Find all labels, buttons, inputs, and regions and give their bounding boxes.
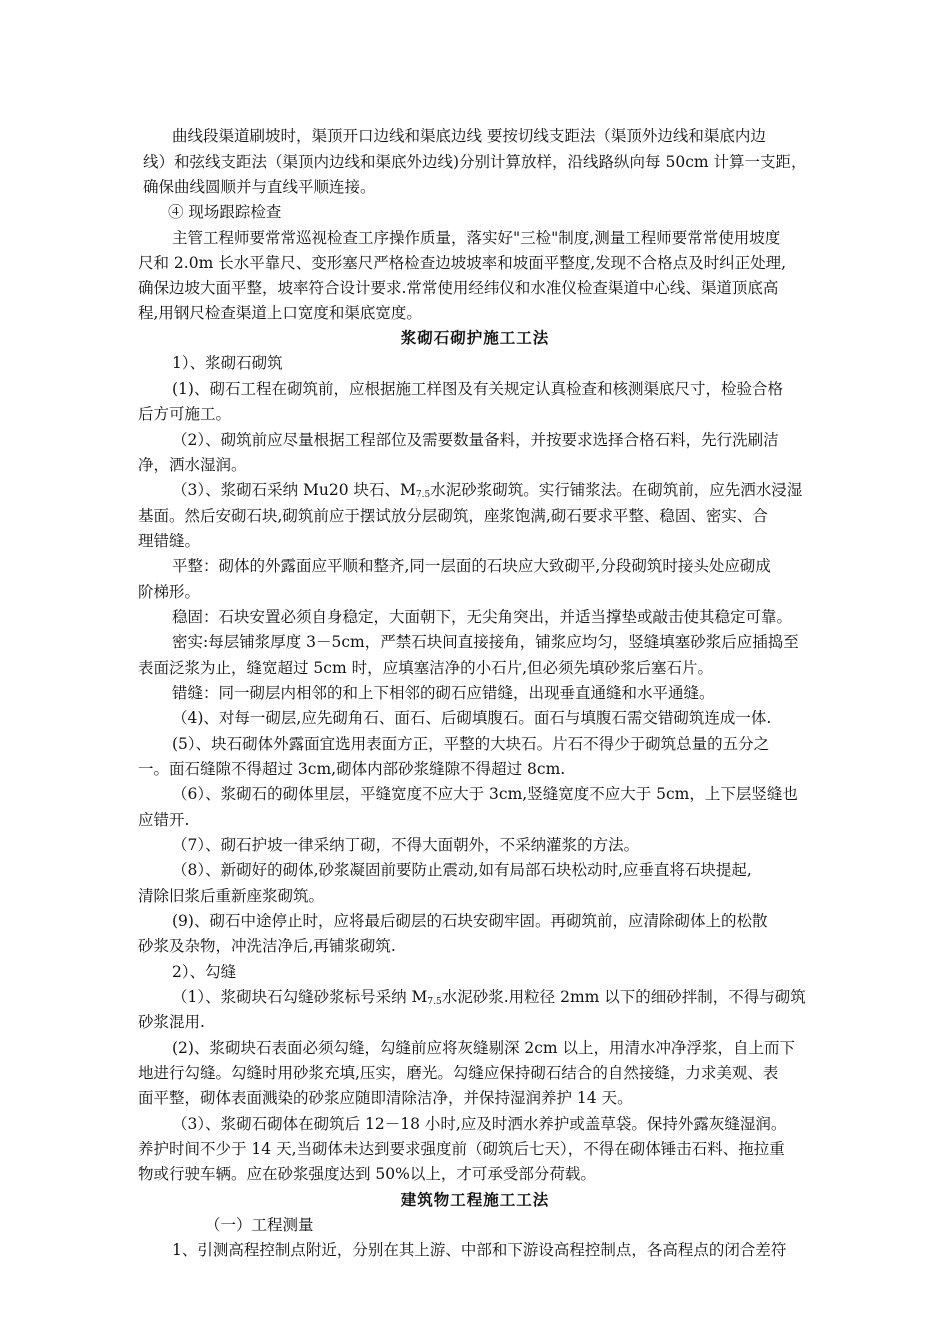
text-line: (9)、砌石中途停止时，应将最后砌层的石块安砌牢固。再砌筑前，应清除砌体上的松散: [172, 912, 768, 930]
list-item-heading: ④ 现场跟踪检查: [168, 203, 282, 221]
text-line: 清除旧浆后重新座浆砌筑。: [138, 887, 325, 905]
text-line: (5）、块石砌体外露面宜选用表面方正，平整的大块石。片石不得少于砌筑总量的五分之: [172, 735, 770, 753]
text-line: 平整：砌体的外露面应平顺和整齐,同一层面的石块应大致砌平,分段砌筑时接头处应砌成: [172, 557, 771, 575]
text-line: 程,用钢尺检查渠道上口宽度和渠底宽度。: [138, 304, 422, 322]
subsection-heading: 2）、勾缝: [172, 963, 237, 981]
text-line: (2)、浆砌块石表面必须勾缝，勾缝前应将灰缝剔深 2cm 以上，用清水冲净浮浆，自上而下: [172, 1039, 796, 1057]
text-line: 净，洒水湿润。: [138, 456, 247, 474]
text-span: （1）、浆砌块石勾缝砂浆标号采纳 M: [172, 988, 428, 1006]
text-line: （4)、对每一砌层,应先砌角石、面石、后砌填腹石。面石与填腹石需交错砌筑连成一体.: [172, 709, 772, 727]
section-heading: 浆砌石砌护施工工法: [400, 328, 550, 347]
text-line: （7）、砌石护坡一律采纳丁砌，不得大面朝外，不采纳灌浆的方法。: [172, 836, 640, 854]
text-line: 主管工程师要常常巡视检查工序操作质量，落实好"三检"制度,测量工程师要常常使用坡度: [172, 229, 781, 247]
text-span: 水泥砂浆砌筑。实行铺浆法。在砌筑前，应先洒水浸湿: [430, 481, 803, 499]
text-line: 确保边坡大面平整，坡率符合设计要求.常常使用经纬仪和水准仪检查渠道中心线、渠道顶底高: [138, 279, 779, 297]
text-line: 密实:每层铺浆厚度 3－5cm，严禁石块间直接接角，铺浆应均匀，竖缝填塞砂浆后应插捣至: [172, 633, 799, 651]
text-line: 表面泛浆为止，缝宽超过 5cm 时，应填塞洁净的小石片,但必须先填砂浆后塞石片。: [138, 659, 714, 677]
text-line: 地进行勾缝。勾缝时用砂浆充填,压实，磨光。勾缝应保持砌石结合的自然接缝，力求美观、表: [138, 1064, 779, 1082]
text-line: 线）和弦线支距法（渠顶内边线和渠底外边线)分别计算放样，沿线路纵向每 50cm 计算一支距，: [143, 153, 807, 171]
text-line: [172, 985, 806, 1009]
text-span: （3）、浆砌石采纳 Mu20 块石、M: [172, 481, 416, 499]
text-line: 物或行驶车辆。应在砂浆强度达到 50%以上，才可承受部分荷载。: [138, 1165, 596, 1183]
text-span: 水泥砂浆.用粒径 2mm 以下的细砂拌制，不得与砌筑: [441, 988, 806, 1006]
subsection-heading: 1）、浆砌石砌筑: [172, 354, 283, 372]
text-line: 1、引测高程控制点附近，分别在其上游、中部和下游设高程控制点，各高程点的闭合差符: [172, 1241, 787, 1259]
text-line: 面平整，砌体表面溅染的砂浆应随即清除洁净，并保持湿润养护 14 天。: [138, 1089, 633, 1107]
text-line: 稳固：石块安置必须自身稳定，大面朝下，无尖角突出，并适当撑垫或敲击使其稳定可靠。: [172, 608, 793, 626]
subsection-heading: （一）工程测量: [205, 1216, 314, 1234]
section-heading: 建筑物工程施工工法: [400, 1190, 550, 1209]
text-line: 阶梯形。: [138, 583, 201, 601]
text-line: 应错开.: [138, 811, 190, 829]
text-line: （6）、浆砌石的砌体里层，平缝宽度不应大于 3cm,竖缝宽度不应大于 5cm，上下层竖缝也: [172, 785, 798, 803]
text-line: [172, 478, 802, 502]
subscript: 7.5: [427, 997, 442, 1007]
text-line: 砂浆混用.: [138, 1013, 205, 1031]
text-line: （2）、砌筑前应尽量根据工程部位及需要数量备料，并按要求选择合格石料，先行洗刷洁: [172, 431, 779, 449]
text-line: 理错缝。: [138, 532, 201, 550]
subscript: 7.5: [415, 490, 431, 500]
text-line: 后方可施工。: [138, 405, 232, 423]
text-line: (1)、砌石工程在砌筑前，应根据施工样图及有关规定认真检查和核测渠底尺寸，检验合格: [172, 380, 783, 398]
text-line: 曲线段渠道刷坡时，渠顶开口边线和渠底边线 要按切线支距法（渠顶外边线和渠底内边: [172, 127, 766, 145]
text-line: 错缝：同一砌层内相邻的和上下相邻的砌石应错缝，出现垂直通缝和水平通缝。: [172, 684, 715, 702]
text-line: （3）、浆砌石砌体在砌筑后 12－18 小时,应及时洒水养护或盖草袋。保持外露灰缝湿润。: [172, 1115, 787, 1133]
text-line: 砂浆及杂物，冲洗洁净后,再铺浆砌筑.: [138, 937, 396, 955]
text-line: 一。面石缝隙不得超过 3cm,砌体内部砂浆缝隙不得超过 8cm.: [138, 760, 566, 778]
text-line: 基面。然后安砌石块,砌筑前应于摆试放分层砌筑，座浆饱满,砌石要求平整、稳固、密实、合: [138, 507, 768, 525]
text-line: 确保曲线圆顺并与直线平顺连接。: [143, 178, 376, 196]
text-line: 养护时间不少于 14 天,当砌体未达到要求强度前（砌筑后七天），不得在砌体锤击石料、拖拉重: [138, 1140, 785, 1158]
text-line: （8）、新砌好的砌体,砂浆凝固前要防止震动,如有局部石块松动时,应垂直将石块提起,: [172, 861, 752, 879]
text-line: 尺和 2.0m 长水平靠尺、变形塞尺严格检查边坡坡率和坡面平整度,发现不合格点及时纠正处理,: [138, 254, 787, 272]
